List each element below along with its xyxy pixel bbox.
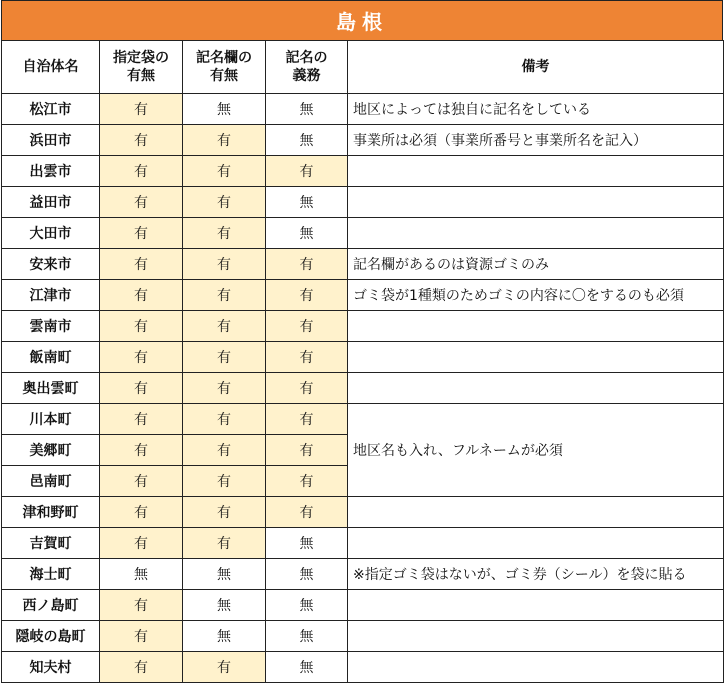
cell-name-duty: 無 [266, 559, 348, 590]
cell-note [348, 311, 724, 342]
header-city: 自治体名 [2, 41, 100, 94]
table-row [2, 94, 724, 125]
cell-note: 記名欄があるのは資源ゴミのみ [348, 249, 724, 280]
cell-name-duty: 有 [266, 156, 348, 187]
cell-designated-bag: 有 [100, 590, 183, 621]
cell-name-field: 無 [183, 559, 266, 590]
cell-city: 隠岐の島町 [2, 621, 100, 652]
cell-designated-bag: 有 [100, 497, 183, 528]
table-row [2, 187, 724, 218]
cell-name-duty: 無 [266, 218, 348, 249]
cell-designated-bag: 有 [100, 466, 183, 497]
cell-note [348, 187, 724, 218]
cell-note [348, 652, 724, 683]
cell-designated-bag: 有 [100, 342, 183, 373]
cell-city: 益田市 [2, 187, 100, 218]
cell-note [348, 528, 724, 559]
cell-name-field: 有 [183, 280, 266, 311]
cell-city: 邑南町 [2, 466, 100, 497]
prefecture-table-container [1, 0, 723, 683]
cell-designated-bag: 有 [100, 218, 183, 249]
cell-city: 川本町 [2, 404, 100, 435]
cell-name-duty: 無 [266, 528, 348, 559]
cell-name-duty: 有 [266, 311, 348, 342]
cell-city: 奥出雲町 [2, 373, 100, 404]
cell-name-duty: 無 [266, 125, 348, 156]
table-row [2, 311, 724, 342]
cell-designated-bag: 有 [100, 404, 183, 435]
cell-city: 知夫村 [2, 652, 100, 683]
cell-name-field: 有 [183, 187, 266, 218]
cell-name-duty: 有 [266, 280, 348, 311]
cell-name-duty: 有 [266, 466, 348, 497]
cell-city: 出雲市 [2, 156, 100, 187]
cell-name-field: 有 [183, 249, 266, 280]
cell-name-field: 有 [183, 404, 266, 435]
cell-note [348, 373, 724, 404]
cell-designated-bag: 有 [100, 311, 183, 342]
table-row [2, 404, 724, 435]
cell-name-duty: 無 [266, 621, 348, 652]
table-body [2, 94, 724, 683]
cell-note: ※指定ゴミ袋はないが、ゴミ券（シール）を袋に貼る [348, 559, 724, 590]
cell-designated-bag: 有 [100, 435, 183, 466]
cell-note [348, 590, 724, 621]
cell-designated-bag: 有 [100, 280, 183, 311]
cell-city: 浜田市 [2, 125, 100, 156]
cell-city: 海士町 [2, 559, 100, 590]
cell-name-field: 有 [183, 125, 266, 156]
cell-designated-bag: 有 [100, 621, 183, 652]
cell-name-field: 有 [183, 342, 266, 373]
cell-name-field: 有 [183, 156, 266, 187]
cell-name-field: 有 [183, 528, 266, 559]
cell-city: 松江市 [2, 94, 100, 125]
cell-note [348, 497, 724, 528]
cell-note [348, 218, 724, 249]
cell-note-merged: 地区名も入れ、フルネームが必須 [348, 404, 724, 497]
cell-name-field: 無 [183, 621, 266, 652]
table-row [2, 590, 724, 621]
cell-name-duty: 有 [266, 435, 348, 466]
table-row [2, 125, 724, 156]
table-row [2, 497, 724, 528]
cell-name-duty: 無 [266, 187, 348, 218]
table-row [2, 280, 724, 311]
cell-city: 江津市 [2, 280, 100, 311]
cell-note [348, 342, 724, 373]
cell-designated-bag: 無 [100, 559, 183, 590]
cell-name-field: 有 [183, 218, 266, 249]
cell-designated-bag: 有 [100, 125, 183, 156]
cell-name-field: 有 [183, 497, 266, 528]
table-row [2, 652, 724, 683]
cell-city: 吉賀町 [2, 528, 100, 559]
cell-city: 雲南市 [2, 311, 100, 342]
cell-city: 津和野町 [2, 497, 100, 528]
cell-city: 安来市 [2, 249, 100, 280]
cell-note [348, 621, 724, 652]
cell-designated-bag: 有 [100, 249, 183, 280]
cell-note: 事業所は必須（事業所番号と事業所名を記入） [348, 125, 724, 156]
cell-name-field: 有 [183, 652, 266, 683]
cell-name-duty: 有 [266, 404, 348, 435]
header-notes: 備考 [348, 41, 724, 94]
table-row [2, 249, 724, 280]
table-row [2, 373, 724, 404]
cell-name-field: 有 [183, 466, 266, 497]
prefecture-title: 島根 [1, 0, 723, 40]
cell-name-duty: 無 [266, 590, 348, 621]
header-designated-bag: 指定袋の 有無 [100, 41, 183, 94]
cell-city: 大田市 [2, 218, 100, 249]
cell-designated-bag: 有 [100, 528, 183, 559]
cell-name-field: 無 [183, 590, 266, 621]
cell-designated-bag: 有 [100, 94, 183, 125]
cell-note: 地区によっては独自に記名をしている [348, 94, 724, 125]
cell-name-field: 有 [183, 435, 266, 466]
header-name-duty: 記名の 義務 [266, 41, 348, 94]
cell-name-duty: 無 [266, 652, 348, 683]
cell-note: ゴミ袋が1種類のためゴミの内容に〇をするのも必須 [348, 280, 724, 311]
table-row [2, 559, 724, 590]
cell-designated-bag: 有 [100, 652, 183, 683]
header-row [2, 41, 724, 94]
cell-designated-bag: 有 [100, 373, 183, 404]
cell-designated-bag: 有 [100, 156, 183, 187]
cell-note [348, 156, 724, 187]
table-row [2, 218, 724, 249]
table-row [2, 156, 724, 187]
cell-name-duty: 有 [266, 497, 348, 528]
municipality-table [1, 40, 724, 683]
cell-name-duty: 無 [266, 94, 348, 125]
cell-name-duty: 有 [266, 342, 348, 373]
cell-designated-bag: 有 [100, 187, 183, 218]
cell-name-field: 有 [183, 373, 266, 404]
table-row [2, 621, 724, 652]
cell-city: 美郷町 [2, 435, 100, 466]
cell-city: 飯南町 [2, 342, 100, 373]
table-row [2, 342, 724, 373]
cell-city: 西ノ島町 [2, 590, 100, 621]
cell-name-duty: 有 [266, 373, 348, 404]
cell-name-duty: 有 [266, 249, 348, 280]
table-row [2, 528, 724, 559]
cell-name-field: 有 [183, 311, 266, 342]
header-name-field: 記名欄の 有無 [183, 41, 266, 94]
cell-name-field: 無 [183, 94, 266, 125]
